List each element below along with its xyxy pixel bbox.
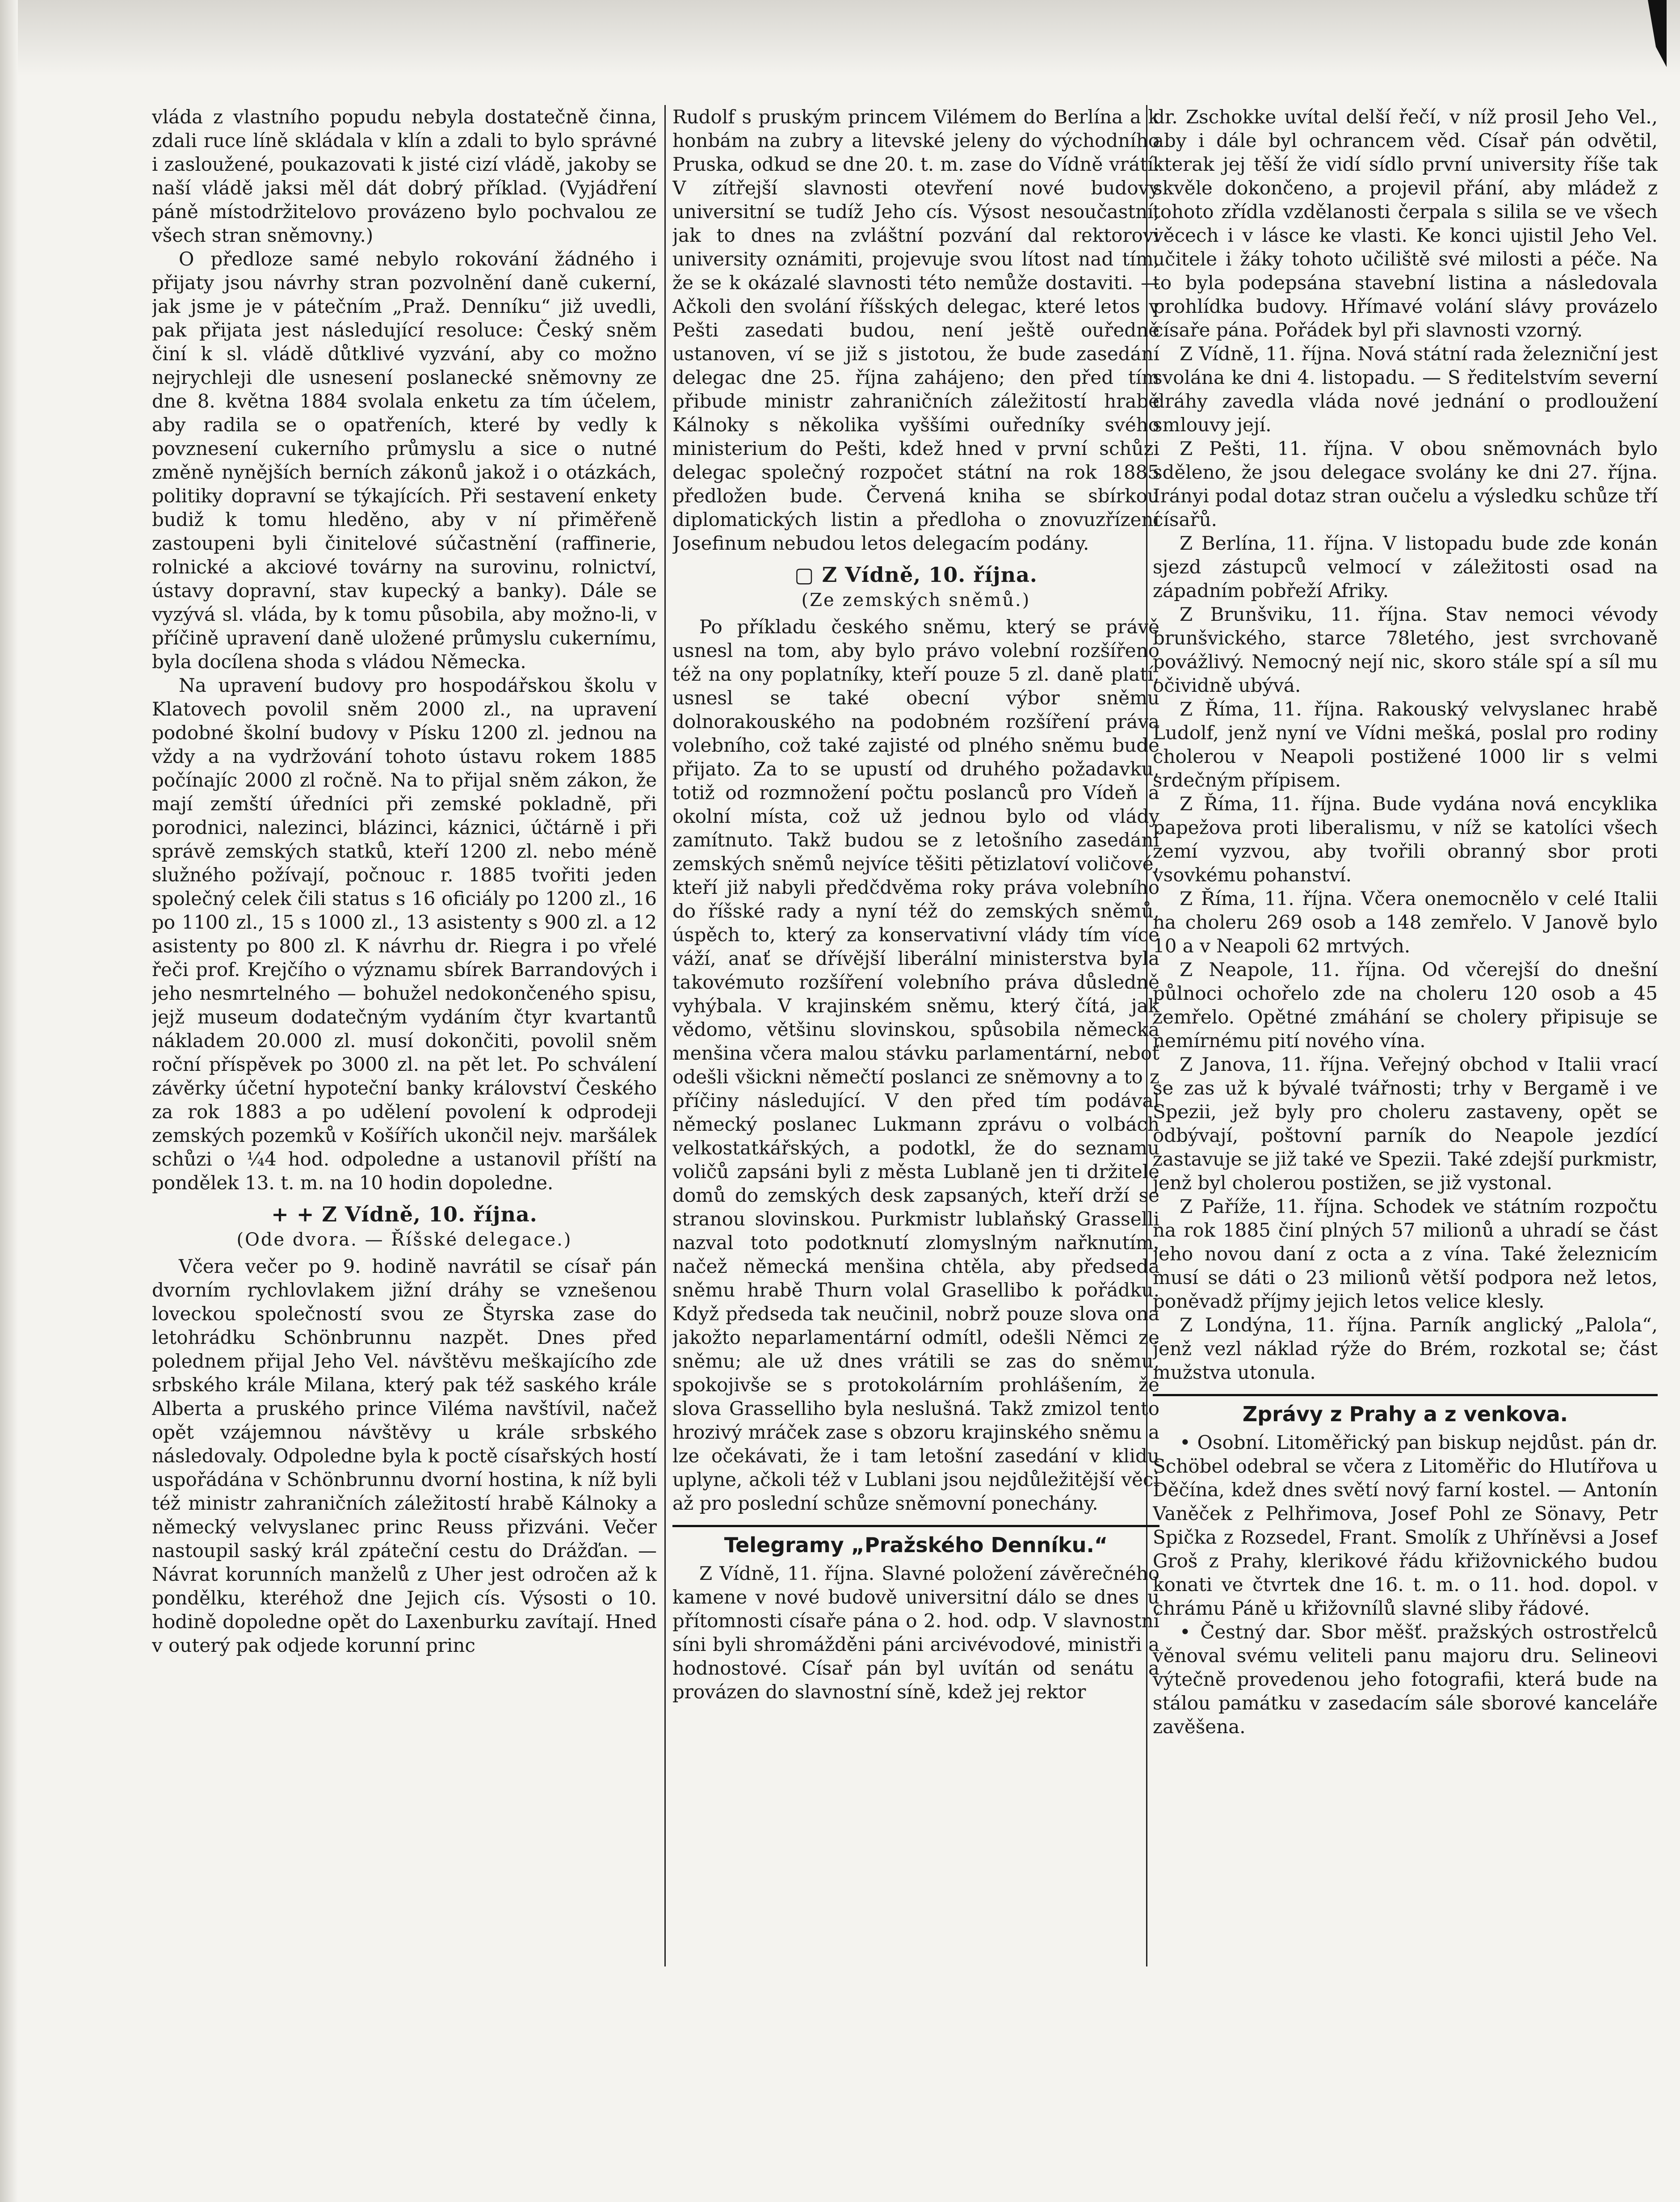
section-title: Telegramy „Pražského Denníku.“ [724, 1533, 1108, 1557]
article-paragraph: Na upravení budovy pro hospodářskou školu v Klatovech povolil sněm 2000 zl., na upravení podobné školní budovy v Písku 1200 zl. jednou na vždy a na vydržování tohoto ústavu rokem 1885 počínajíc 2000 zl ročně. Na to přijal sněm zákon, že mají zemští úředníci při zemské pokladně, při porodnici, nalezinci, blázinci, káznici, účtárně i při správě zemských statků, kteří 1200 zl. nebo méně služného požívají, počnouc r. 1885 tvořiti jeden společný celek čili status s 16 oficiály po 1200 zl., 16 po 1100 zl., 15 s 1000 zl., 13 asistenty s 900 zl. a 12 asistenty po 800 zl. K návrhu dr. Riegra i po vřelé řeči prof. Krejčího o významu sbírek Barrandových i jeho nesmrtelného — bohužel nedokončeného spisu, jejž museum dodatečným vydáním čtyr kvartantů nákladem 20.000 zl. musí dokončiti, povolil sněm roční příspěvek po 3000 zl. na pět let. Po schválení závěrky účetní hypoteční banky království Českého za rok 1883 a po udělení povolení k odprodeji zemských pozemků v Košířích ukončil nejv. maršálek schůzi o ¼4 hod. odpoledne a ustanovil příští na pondělek 13. t. m. na 10 hodin dopoledne. [152, 674, 657, 1194]
column-3 [1153, 105, 1658, 2063]
article-subheading: (Ode dvora. — Říšské delegace.) [236, 1229, 572, 1250]
article-paragraph: Z Vídně, 11. října. Nová státní rada železniční jest svolána ke dni 4. listopadu. — S ředitelstvím severní dráhy zavedla vláda nové jednání o prodloužení smlouvy její. [1153, 343, 1658, 436]
article-paragraph: • Osobní. Litoměřický pan biskup nejdůst. pán dr. Schöbel odebral se včera z Litoměřic do Hlutířova u Děčína, kdež dnes světí nový farní kostel. — Antonín Vaněček z Pelhřimova, Josef Pohl ze Sönavy, Petr Spička z Rozsedel, Frant. Smolík z Uhříněvsi a Josef Groš z Prahy, klerikové řádu křižovnického budou konati ve čtvrtek dne 16. t. m. o 11. hod. dopol. v chrámu Páně u křižovnílů slavné sliby řádové. [1153, 1432, 1658, 1619]
article-paragraph: • Čestný dar. Sbor měšť. pražských ostrostřelců věnoval svému veliteli panu majoru dru. Selineovi výtečně provedenou jeho fotografii, která bude na stálou památku v zasedacím sále sborové kanceláře zavěšena. [1153, 1621, 1658, 1738]
scan-shadow-left [0, 0, 18, 2202]
article-paragraph: Z Vídně, 11. října. Slavné položení závěrečného kamene v nové budově universitní dálo se dnes u přítomnosti císaře pána o 2. hod. odp. V slavnostní síni byli shromážděni páni arcivévodové, ministři a hodnostové. Císař pán byl uvítán od senátu a provázen do slavnostní síně, kdež jej rektor [672, 1562, 1159, 1703]
column-divider [664, 105, 666, 1966]
section-rule [672, 1525, 1159, 1527]
column-1 [152, 105, 657, 2063]
article-paragraph: Z Berlína, 11. října. V listopadu bude zde konán sjezd zástupců velmocí v záležitosti osad na západním pobřeží Afriky. [1153, 532, 1658, 602]
article-paragraph: Z Neapole, 11. října. Od včerejší do dnešní půlnoci ochořelo zde na choleru 120 osob a 45 zemřelo. Opětné zmáhání se cholery připisuje se nemírnému pití nového vína. [1153, 959, 1658, 1052]
article-paragraph: Z Říma, 11. října. Bude vydána nová encyklika papežova proti liberalismu, v níž se katolíci všech zemí vyzvou, aby tvořili obranný sbor proti vsovkému pohanství. [1153, 793, 1658, 886]
article-paragraph: Včera večer po 9. hodině navrátil se císař pán dvorním rychlovlakem jižní dráhy se vznešenou loveckou společností svou ze Štyrska zase do letohrádku Schönbrunnu nazpět. Dnes před polednem přijal Jeho Vel. návštěvu meškajícího zde srbského krále Milana, který pak též saského krále Alberta a pruského prince Viléma navštívil, načež opět vzájemnou návštěvy u krále srbského následovaly. Odpoledne byla k poctě císařských hostí uspořádána v Schönbrunnu dvorní hostina, k níž byli též ministr zahraničních záležitostí hrabě Kálnoky a německý velvyslanec princ Reuss přizváni. Večer nastoupil saský král zpáteční cestu do Drážďan. — Návrat korunních manželů z Uher jest odročen až k pondělku, kteréhož dne Jejich cís. Výsosti o 10. hodině dopoledne opět do Laxenburku zavítají. Hned v outerý pak odjede korunní princ [152, 1255, 657, 1656]
column-2 [672, 105, 1159, 2063]
article-paragraph: dr. Zschokke uvítal delší řečí, v níž prosil Jeho Vel., aby i dále byl ochrancem věd. Císař pán odvětil, kterak jej těší že vidí sídlo první university říše tak skvěle dokončeno, a projevil přání, aby mládež z tohoto zřídla vzdělanosti čerpala s silila se ve všech věcech i v lásce ke vlasti. Ke konci ujistil Jeho Vel. učitele i žáky tohoto učiliště své milosti a péče. Na to byla podepsána stavební listina a následovala prohlídka budovy. Hřímavé volání slávy provázelo císaře pána. Pořádek byl při slavnosti vzorný. [1153, 106, 1658, 341]
article-heading: ▢ Z Vídně, 10. října. [794, 563, 1037, 587]
article-paragraph: Z Pešti, 11. října. V obou sněmovnách bylo sděleno, že jsou delegace svolány ke dni 27. října. Irányi podal dotaz stran oučelu a výsledku schůze tří císařů. [1153, 438, 1658, 531]
article-paragraph: Z Janova, 11. října. Veřejný obchod v Italii vrací se zas už k bývalé tvářnosti; trhy v Bergamě i ve Spezii, jež byly pro choleru zastaveny, opět se odbývají, poštovní parník do Neapole jezdící zastavuje se již také ve Spezii. Také zdejší purkmistr, jenž byl cholerou postižen, se již vystonal. [1153, 1053, 1658, 1194]
scan-shadow-top [0, 0, 1680, 76]
article-paragraph: O předloze samé nebylo rokování žádného i přijaty jsou návrhy stran pozvolnění daně cukerní, jak jsme je v pátečním „Praž. Denníku“ již uvedli, pak přijata jest následující resoluce: Český sněm činí k sl. vládě důtklivé vyzvání, aby co možno nejrychleji dle usnesení poslanecké sněmovny ze dne 8. května 1884 svolala enketu za tím účelem, aby radila se o opatřeních, které by vedly k povznesení cukerního průmyslu a sice o nutné změně nynějších berních zákonů jakož i o otázkách, politiky dopravní se týkajících. Při sestavení enkety budiž k tomu hleděno, aby v ní přiměřeně zastoupeni byli činitelové súčastnění (raffinerie, rolnické a akciové továrny na surovinu, rolnictví, ústavy dopravní, stav kupecký a banky). Dále se vyzývá sl. vláda, by k tomu působila, aby možno-li, v příčině upravení daně uložené průmyslu cukernímu, byla docílena shoda s vládou Německa. [152, 248, 657, 673]
article-heading: + + Z Vídně, 10. října. [271, 1202, 538, 1226]
article-paragraph: Rudolf s pruským princem Vilémem do Berlína a k honbám na zubry a litevské jeleny do východního Pruska, odkud se dne 20. t. m. zase do Vídně vrátí. V zítřejší slavnosti otevření nové budovy universitní se tudíž Jeho cís. Výsost nesoučastní, jak to dnes na zvláštní pozvání dal rektorovi university oznámiti, projevuje svou lítost nad tím, že se k okázalé slavnosti této nemůže dostaviti. — Ačkoli den svolání říšských delegac, které letos v Pešti zasedati budou, není ještě ouředně ustanoven, ví se již s jistotou, že bude zasedání delegac dne 25. října zahájeno; den před tím přibude ministr zahraničních záležitostí hrabě Kálnoky s několika vyššími ouředníky svého ministerium do Pešti, kdež hned v první schůzi delegac společný rozpočet státní na rok 1885 předložen bude. Červená kniha se sbírkou diplomatických listin a předloha o znovuzřízení Josefinum nebudou letos delegacím podány. [672, 106, 1159, 554]
article-subheading: (Ze zemských sněmů.) [801, 590, 1031, 610]
article-paragraph: Z Brunšviku, 11. října. Stav nemoci vévody brunšvického, starce 78letého, jest svrchovaně povážlivý. Nemocný nejí nic, skoro stále spí a síl mu očividně ubývá. [1153, 603, 1658, 696]
section-title: Zprávy z Prahy a z venkova. [1242, 1402, 1568, 1426]
section-rule [1153, 1394, 1658, 1396]
article-paragraph: Po příkladu českého sněmu, který se právě usnesl na tom, aby bylo právo volební rozšířeno též na ony poplatníky, kteří pouze 5 zl. daně platí, usnesl se také obecní výbor sněmu dolnorakouského na podobném rozšíření práva volebního, což také zajisté od plného sněmu bude přijato. Za to se upustí od druhého požadavku, totiž od rozmnožení počtu poslanců pro Vídeň a okolní místa, což už jednou bylo od vlády zamítnuto. Takž budou se z letošního zasedání zemských sněmů nejvíce těšiti pětizlatoví voličové, kteří již nabyli předčdvěma roky práva volebního do říšské rady a nyní též do zemských sněmů, úspěch to, který za konservativní vlády tím více váží, anať se dřívější liberální ministerstva byla takovémuto rozšíření volebního práva důsledně vyhýbala. V krajinském sněmu, který čítá, jak vědomo, většinu slovinskou, spůsobila německá menšina včera malou stávku parlamentární, neboť odešli všickni němečtí poslanci ze sněmovny a to z příčiny následující. V den před tím podával německý poslanec Lukmann zprávu o volbách velkostatkářských, a podotkl, že do seznamu voličů zapsáni byli z města Lublaně jen ti držitelé domů do zemských desk zapsaných, kteří drží se stranou slovinskou. Purkmistr lublaňský Grasselli nazval toto podotknutí zlomyslným nařknutím, načež německá menšina chtěla, aby předseda sněmu hrabě Thurn volal Grasellibo k pořádku. Když předseda tak neučinil, nobrž pouze slova ona jakožto neparlamentární odmítl, odešli Němci ze sněmu; ale už dnes vrátili se zas do sněmu, spokojivše se s protokolárním prohlášením, že slova Grasselliho byla neslušná. Takž zmizol tento hrozivý mráček zase s obzoru krajinského sněmu a lze očekávati, že i tam letošní zasedání v klidu uplyne, ačkoli též v Lublani jsou nejdůležitější věci až pro poslední schůze sněmovní ponechány. [672, 616, 1159, 1514]
article-paragraph: vláda z vlastního popudu nebyla dostatečně činna, zdali ruce líně skládala v klín a zdali to bylo správné i zasloužené, poukazovati k jisté cizí vládě, jakoby se naší vládě jaksi měl dát dobrý příklad. (Vyjádření páně místodržitelovo provázeno bylo pochvalou ze všech stran sněmovny.) [152, 106, 657, 246]
article-paragraph: Z Říma, 11. října. Rakouský velvyslanec hrabě Ludolf, jenž nyní ve Vídni mešká, poslal pro rodiny cholerou v Neapoli postižené 1000 lir s velmi srdečným přípisem. [1153, 698, 1658, 791]
article-paragraph: Z Paříže, 11. října. Schodek ve státním rozpočtu na rok 1885 činí plných 57 milionů a uhradí se část jeho novou daní z octa a z vína. Také železnicím musí se dáti o 23 milionů větší podpora než letos, poněvadž příjmy jejich letos velice klesly. [1153, 1196, 1658, 1312]
article-paragraph: Z Londýna, 11. října. Parník anglický „Palola“, jenž vezl náklad rýže do Brém, rozkotal se; část mužstva utonula. [1153, 1314, 1658, 1383]
article-paragraph: Z Říma, 11. října. Včera onemocnělo v celé Italii na choleru 269 osob a 148 zemřelo. V Janově bylo 10 a v Neapoli 62 mrtvých. [1153, 888, 1658, 957]
